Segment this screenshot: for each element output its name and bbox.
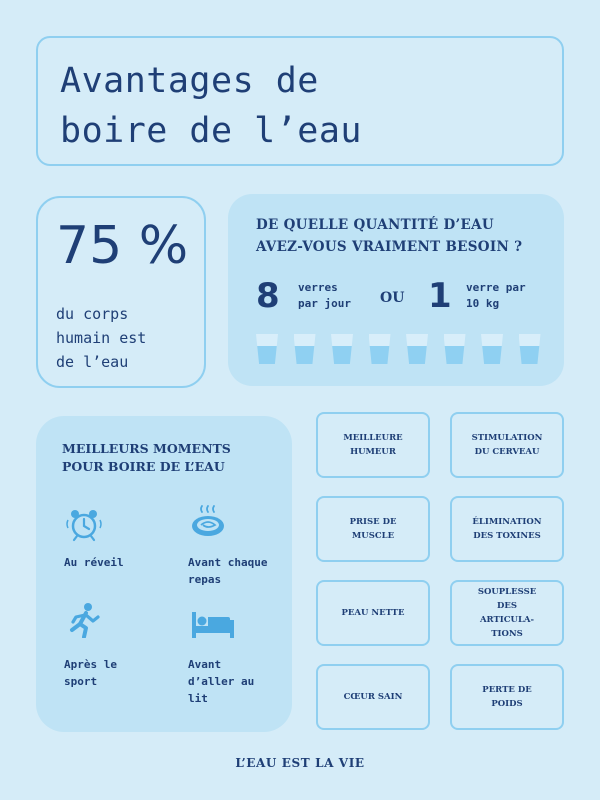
benefit-7-line-1: CŒUR SAIN <box>343 692 403 702</box>
stat-value: 75 % <box>56 216 189 276</box>
running-person-icon <box>66 602 102 638</box>
benefit-tile-heart <box>316 664 430 730</box>
stat-caption-line-1: du corps <box>56 305 129 323</box>
unit1-line-1: verres <box>298 281 338 294</box>
water-glass-icon <box>519 334 541 364</box>
stat-caption-line-2: humain est <box>56 329 147 347</box>
or-label: OU <box>380 290 405 306</box>
water-glass-icon <box>406 334 428 364</box>
glass-per-kg-unit <box>466 280 526 312</box>
quantity-row <box>256 278 554 318</box>
quantity-title <box>256 214 564 258</box>
benefit-3-line-2: MUSCLE <box>351 531 395 541</box>
benefit-6-line-3: ARTICULA- <box>479 615 535 625</box>
alarm-clock-icon <box>66 506 102 542</box>
quantity-title-line-2: AVEZ-VOUS VRAIMENT BESOIN ? <box>256 239 523 255</box>
moments-title-line-1: MEILLEURS MOMENTS <box>62 441 231 456</box>
glasses-per-day-number: 8 <box>256 276 280 316</box>
title-line-1: Avantages de <box>60 61 319 101</box>
water-quantity-card <box>228 194 564 386</box>
unit2-line-2: 10 kg <box>466 297 500 310</box>
moments-title-line-2: POUR BOIRE DE L’EAU <box>62 459 225 474</box>
moment-4-line-3: lit <box>188 692 208 705</box>
bed-icon <box>190 606 236 642</box>
benefit-tile-muscle <box>316 496 430 562</box>
benefit-6-line-4: TIONS <box>491 629 523 639</box>
benefit-4-line-1: ÉLIMINATION <box>472 517 542 527</box>
water-glass-icon <box>294 334 316 364</box>
benefit-1-line-2: HUMEUR <box>350 447 396 457</box>
moment-wake-up <box>64 554 124 571</box>
moment-before-bed <box>188 656 254 707</box>
benefit-1-line-1: MEILLEURE <box>343 433 403 443</box>
benefit-tile-mood <box>316 412 430 478</box>
water-glass-icon <box>256 334 278 364</box>
benefit-8-line-1: PERTE DE <box>482 685 532 695</box>
footer-tagline: L’EAU EST LA VIE <box>235 756 365 770</box>
meal-icon <box>190 504 226 540</box>
benefit-tile-weight <box>450 664 564 730</box>
moment-after-sport <box>64 656 117 690</box>
moment-4-line-1: Avant <box>188 658 222 671</box>
moment-2-line-2: repas <box>188 573 222 586</box>
benefit-6-line-2: DES <box>497 601 517 611</box>
moment-3-line-1: Après le <box>64 658 117 671</box>
moment-3-line-2: sport <box>64 675 98 688</box>
benefit-tile-brain <box>450 412 564 478</box>
moment-before-meal <box>188 554 267 588</box>
body-water-stat-card <box>36 196 206 388</box>
benefit-4-line-2: DES TOXINES <box>473 531 541 541</box>
benefit-tile-joints <box>450 580 564 646</box>
title-card <box>36 36 564 166</box>
water-glass-icon <box>369 334 391 364</box>
moment-2-line-1: Avant chaque <box>188 556 268 569</box>
stat-caption-line-3: de l’eau <box>56 353 129 371</box>
moment-4-line-2: d’aller au <box>188 675 255 688</box>
glass-per-kg-number: 1 <box>428 276 452 316</box>
benefit-tile-skin <box>316 580 430 646</box>
unit1-line-2: par jour <box>298 297 351 310</box>
water-glass-icon <box>481 334 503 364</box>
moments-title <box>62 440 231 476</box>
water-glass-icon <box>331 334 353 364</box>
title-line-2: boire de l’eau <box>60 111 363 151</box>
water-glass-icon <box>444 334 466 364</box>
glasses-per-day-unit <box>298 280 351 312</box>
benefit-tile-toxins <box>450 496 564 562</box>
moment-1-line-1: Au réveil <box>64 556 124 569</box>
benefit-2-line-1: STIMULATION <box>471 433 543 443</box>
stat-caption <box>56 302 204 374</box>
page-title <box>60 56 562 156</box>
benefit-3-line-1: PRISE DE <box>349 517 397 527</box>
best-moments-card <box>36 416 292 732</box>
benefit-2-line-2: DU CERVEAU <box>474 447 540 457</box>
benefit-6-line-1: SOUPLESSE <box>477 587 537 597</box>
unit2-line-1: verre par <box>466 281 526 294</box>
quantity-title-line-1: DE QUELLE QUANTITÉ D’EAU <box>256 217 494 233</box>
benefit-5-line-1: PEAU NETTE <box>341 608 405 618</box>
glasses-row <box>256 334 546 366</box>
benefit-8-line-2: POIDS <box>491 699 523 709</box>
